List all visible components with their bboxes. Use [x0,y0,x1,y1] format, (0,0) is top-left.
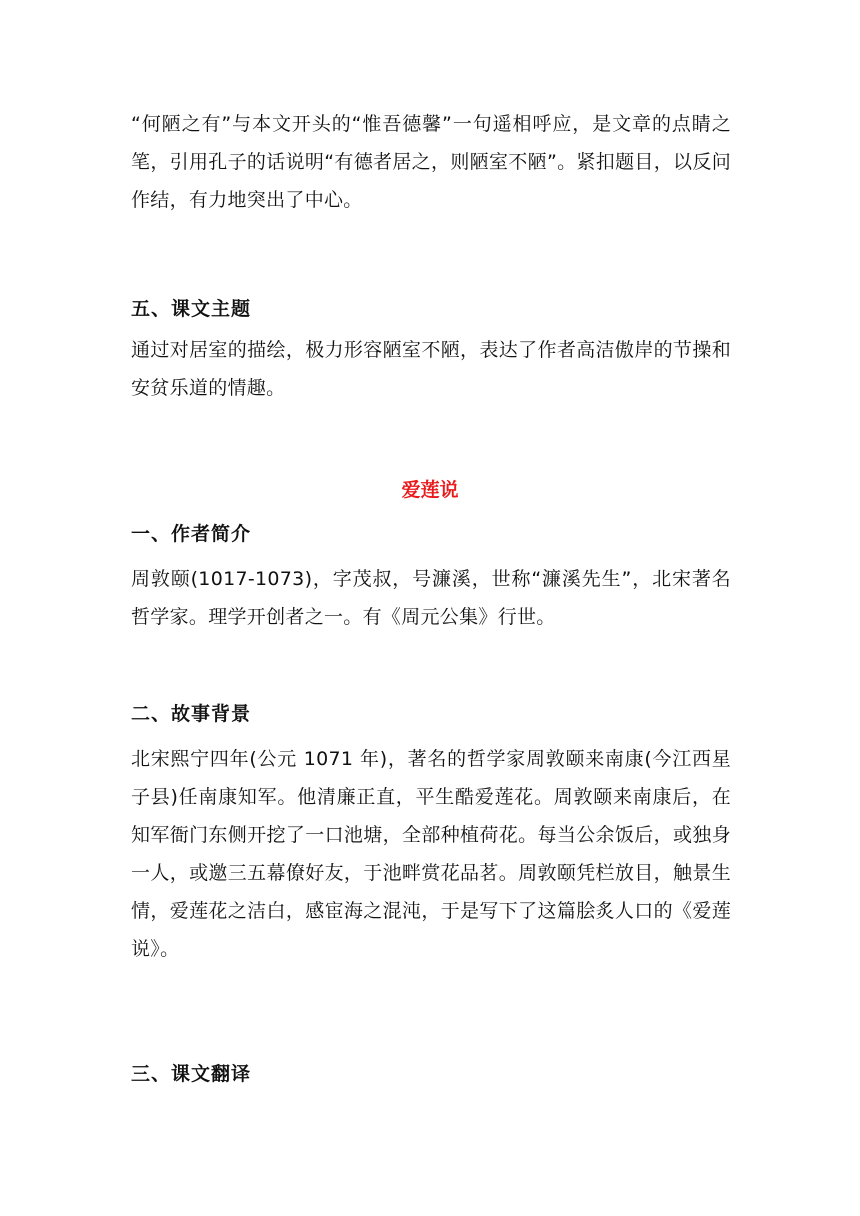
background-heading: 二、故事背景 [131,703,252,725]
author-heading: 一、作者简介 [131,523,252,545]
background-section [131,698,731,968]
translation-section [131,1058,731,1090]
intro-paragraph-block [131,105,731,219]
author-text: 周敦颐(1017-1073)，字茂叔，号濂溪，世称“濂溪先生”，北宋著名哲学家。理学开创者之一。有《周元公集》行世。 [131,568,731,628]
theme-section [131,293,731,407]
theme-text: 通过对居室的描绘，极力形容陋室不陋，表达了作者高洁傲岸的节操和安贫乐道的情趣。 [131,339,731,399]
intro-paragraph: “何陋之有”与本文开头的“惟吾德馨”一句遥相呼应，是文章的点睛之笔，引用孔子的话说明“有德者居之，则陋室不陋”。紧扣题目，以反问作结，有力地突出了中心。 [131,113,731,211]
author-section [131,518,731,636]
translation-heading: 三、课文翻译 [131,1063,252,1085]
background-text: 北宋熙宁四年(公元 1071 年)，著名的哲学家周敦颐来南康(今江西星子县)任南康知军。他清廉正直，平生酷爱莲花。周敦颐来南康后，在知军衙门东侧开挖了一口池塘，全部种植荷花。每当公余饭后，或独身一人，或邀三五幕僚好友，于池畔赏花品茗。周敦颐凭栏放目，触景生情，爱莲花之洁白，感宦海之混沌，于是写下了这篇脍炙人口的《爱莲说》。 [131,748,731,960]
theme-heading: 五、课文主题 [131,298,252,320]
article-title: 爱莲说 [401,479,459,501]
